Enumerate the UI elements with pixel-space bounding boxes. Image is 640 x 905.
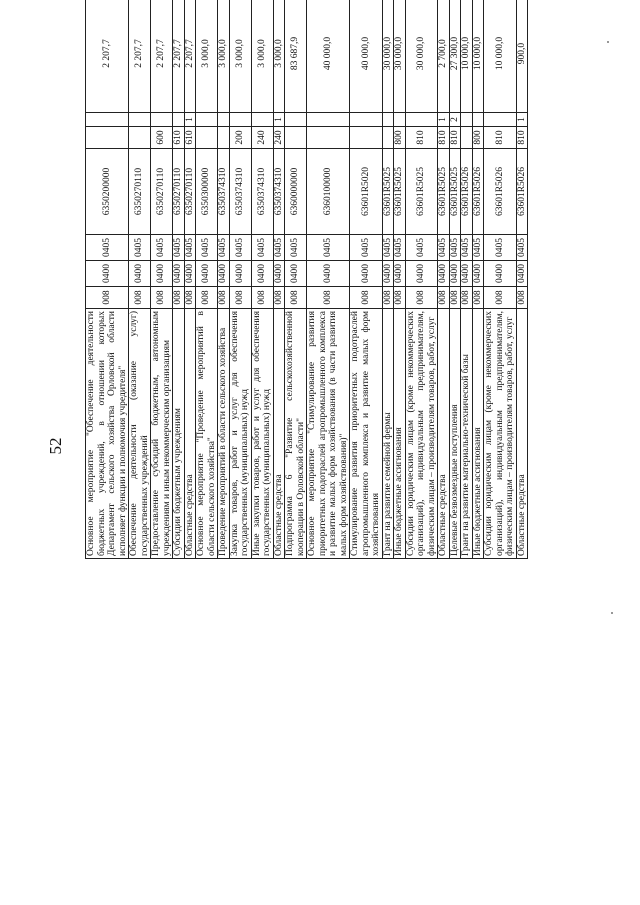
grbs-code-cell: 008 [394,287,406,309]
podrazdel-code-cell: 0405 [394,235,406,261]
target-article-cell: 6350270110 [184,149,196,235]
amount-plan-cell: 10 000,0 [484,0,517,113]
table-row [382,0,394,559]
expense-type-cell [307,127,350,149]
razdel-code-cell: 0400 [472,261,484,287]
funding-source-cell [350,113,383,127]
funding-source-cell: 2 [449,113,461,127]
table-row [484,0,517,559]
expense-type-cell [350,127,383,149]
grbs-code-cell: 008 [382,287,394,309]
razdel-code-cell: 0400 [285,261,307,287]
target-article-cell: 63601R5025 [438,149,450,235]
target-article-cell: 6360000000 [285,149,307,235]
table-row [218,0,230,559]
target-article-cell: 6350200000 [86,149,129,235]
funding-source-cell [196,113,218,127]
razdel-code-cell: 0400 [229,261,251,287]
target-article-cell: 63601R5026 [461,149,473,235]
razdel-code-cell: 0400 [251,261,273,287]
budget-table-rotated [85,0,577,559]
table-row [129,0,151,559]
target-article-cell: 63601R5020 [350,149,383,235]
grbs-code-cell: 008 [285,287,307,309]
funding-source-cell [173,113,185,127]
expense-type-cell: 800 [394,127,406,149]
funding-source-cell [382,113,394,127]
expense-type-cell: 810 [449,127,461,149]
grbs-code-cell: 008 [173,287,185,309]
row-name-cell: Предоставление субсидий бюджетным, автономным учреждениям и иным некоммерческим организациям [151,309,173,559]
grbs-code-cell: 008 [86,287,129,309]
funding-source-cell [307,113,350,127]
razdel-code-cell: 0400 [196,261,218,287]
amount-plan-cell: 3 000,0 [196,0,218,113]
expense-type-cell: 800 [472,127,484,149]
row-name-cell: Закупка товаров, работ и услуг для обеспечения государственных (муниципальных) нужд [229,309,251,559]
budget-table-region [85,36,577,859]
amount-plan-cell: 10 000,0 [472,0,484,113]
row-name-cell: Иные бюджетные ассигнования [472,309,484,559]
razdel-code-cell: 0400 [438,261,450,287]
podrazdel-code-cell: 0405 [173,235,185,261]
expense-type-cell: 810 [516,127,528,149]
table-row [251,0,273,559]
amount-plan-cell: 2 207,7 [151,0,173,113]
razdel-code-cell: 0400 [151,261,173,287]
funding-source-cell [484,113,517,127]
expense-type-cell: 240 [251,127,273,149]
row-name-cell: Областные средства [184,309,196,559]
amount-plan-cell: 40 000,0 [307,0,350,113]
table-row [350,0,383,559]
target-article-cell: 6350374310 [218,149,230,235]
amount-plan-cell: 30 000,0 [405,0,438,113]
row-name-cell: Областные средства [273,309,285,559]
amount-plan-cell: 10 000,0 [461,0,473,113]
expense-type-cell [285,127,307,149]
funding-source-cell [151,113,173,127]
target-article-cell: 63601R5025 [449,149,461,235]
target-article-cell: 63601R5026 [516,149,528,235]
podrazdel-code-cell: 0405 [196,235,218,261]
podrazdel-code-cell: 0405 [229,235,251,261]
expense-type-cell: 610 [184,127,196,149]
grbs-code-cell: 008 [151,287,173,309]
budget-table [85,0,528,559]
podrazdel-code-cell: 0405 [405,235,438,261]
amount-plan-cell: 2 207,7 [86,0,129,113]
grbs-code-cell: 008 [405,287,438,309]
target-article-cell: 63601R5025 [394,149,406,235]
grbs-code-cell: 008 [184,287,196,309]
row-name-cell: Областные средства [516,309,528,559]
amount-plan-cell: 30 000,0 [382,0,394,113]
grbs-code-cell: 008 [484,287,517,309]
amount-plan-cell: 2 207,7 [184,0,196,113]
podrazdel-code-cell: 0405 [350,235,383,261]
table-row [86,0,129,559]
funding-source-cell [405,113,438,127]
amount-plan-cell: 2 207,7 [129,0,151,113]
target-article-cell: 63601R5026 [484,149,517,235]
target-article-cell: 6350374310 [273,149,285,235]
amount-plan-cell: 3 000,0 [229,0,251,113]
razdel-code-cell: 0400 [516,261,528,287]
table-row [173,0,185,559]
table-row [285,0,307,559]
table-row [405,0,438,559]
razdel-code-cell: 0400 [307,261,350,287]
expense-type-cell: 240 [273,127,285,149]
grbs-code-cell: 008 [438,287,450,309]
grbs-code-cell: 008 [472,287,484,309]
razdel-code-cell: 0400 [449,261,461,287]
grbs-code-cell: 008 [196,287,218,309]
podrazdel-code-cell: 0405 [516,235,528,261]
razdel-code-cell: 0400 [173,261,185,287]
razdel-code-cell: 0400 [86,261,129,287]
expense-type-cell [86,127,129,149]
expense-type-cell: 600 [151,127,173,149]
expense-type-cell [196,127,218,149]
funding-source-cell: 1 [438,113,450,127]
row-name-cell: Основное мероприятие "Обеспечение деятельности бюджетных учреждений, в отношении которых Департамент сельского хозяйства Орловской области исполняет функции и полномочия учредителя" [86,309,129,559]
podrazdel-code-cell: 0405 [449,235,461,261]
row-name-cell: Проведение мероприятий в области сельского хозяйства [218,309,230,559]
amount-plan-cell: 2 700,0 [438,0,450,113]
target-article-cell: 6350374310 [229,149,251,235]
grbs-code-cell: 008 [251,287,273,309]
row-name-cell: Стимулирование развития приоритетных подотраслей агропромышленного комплекса и развитие малых форм хозяйствования [350,309,383,559]
target-article-cell: 63601R5026 [472,149,484,235]
table-row [196,0,218,559]
podrazdel-code-cell: 0405 [285,235,307,261]
target-article-cell: 63601R5025 [382,149,394,235]
amount-plan-cell: 27 300,0 [449,0,461,113]
funding-source-cell [285,113,307,127]
funding-source-cell: 1 [184,113,196,127]
table-row [449,0,461,559]
target-article-cell: 6350270110 [173,149,185,235]
funding-source-cell [472,113,484,127]
funding-source-cell: 1 [516,113,528,127]
podrazdel-code-cell: 0405 [151,235,173,261]
razdel-code-cell: 0400 [382,261,394,287]
razdel-code-cell: 0400 [394,261,406,287]
target-article-cell: 6350300000 [196,149,218,235]
grbs-code-cell: 008 [229,287,251,309]
podrazdel-code-cell: 0405 [307,235,350,261]
target-article-cell: 6350374310 [251,149,273,235]
grbs-code-cell: 008 [350,287,383,309]
amount-plan-cell: 40 000,0 [350,0,383,113]
podrazdel-code-cell: 0405 [218,235,230,261]
razdel-code-cell: 0400 [350,261,383,287]
podrazdel-code-cell: 0405 [86,235,129,261]
funding-source-cell [129,113,151,127]
row-name-cell: Иные бюджетные ассигнования [394,309,406,559]
row-name-cell: Областные средства [438,309,450,559]
page-number: 52 [46,437,65,455]
row-name-cell: Грант на развитие материально-технической базы [461,309,473,559]
funding-source-cell [86,113,129,127]
podrazdel-code-cell: 0405 [472,235,484,261]
amount-plan-cell: 83 687,9 [285,0,307,113]
razdel-code-cell: 0400 [218,261,230,287]
table-row [307,0,350,559]
row-name-cell: Субсидии юридическим лицам (кроме некоммерческих организаций), индивидуальным предпринимателям, физическим лицам – производителям товаров, работ, услуг [405,309,438,559]
table-row [461,0,473,559]
amount-plan-cell: 3 000,0 [273,0,285,113]
scan-speck [607,41,609,43]
row-name-cell: Основное мероприятие "Стимулирование развития приоритетных подотраслей агропромышленного комплекса и развитие малых форм хозяйствования (в части развития малых форм хозяйствования)" [307,309,350,559]
target-article-cell: 63601R5025 [405,149,438,235]
grbs-code-cell: 008 [461,287,473,309]
podrazdel-code-cell: 0405 [129,235,151,261]
scan-speck [611,612,613,614]
funding-source-cell [461,113,473,127]
amount-plan-cell: 3 000,0 [218,0,230,113]
grbs-code-cell: 008 [218,287,230,309]
amount-plan-cell: 30 000,0 [394,0,406,113]
table-row [151,0,173,559]
funding-source-cell [251,113,273,127]
funding-source-cell: 1 [273,113,285,127]
grbs-code-cell: 008 [449,287,461,309]
razdel-code-cell: 0400 [129,261,151,287]
funding-source-cell [394,113,406,127]
row-name-cell: Целевые безвозмездные поступления [449,309,461,559]
table-row [273,0,285,559]
row-name-cell: Субсидии бюджетным учреждениям [173,309,185,559]
row-name-cell: Иные закупки товаров, работ и услуг для обеспечения государственных (муниципальных) нужд [251,309,273,559]
amount-plan-cell: 900,0 [516,0,528,113]
grbs-code-cell: 008 [129,287,151,309]
razdel-code-cell: 0400 [405,261,438,287]
grbs-code-cell: 008 [273,287,285,309]
podrazdel-code-cell: 0405 [438,235,450,261]
podrazdel-code-cell: 0405 [484,235,517,261]
expense-type-cell [218,127,230,149]
expense-type-cell [461,127,473,149]
table-body [86,0,528,559]
table-row [472,0,484,559]
row-name-cell: Подпрограмма 6 "Развитие сельскохозяйственной кооперации в Орловской области" [285,309,307,559]
podrazdel-code-cell: 0405 [251,235,273,261]
expense-type-cell [129,127,151,149]
amount-plan-cell: 2 207,7 [173,0,185,113]
grbs-code-cell: 008 [516,287,528,309]
target-article-cell: 6350270110 [129,149,151,235]
table-row [229,0,251,559]
table-row [438,0,450,559]
row-name-cell: Субсидии юридическим лицам (кроме некоммерческих организаций), индивидуальным предпринимателям, физическим лицам – производителям товаров, работ, услуг [484,309,517,559]
podrazdel-code-cell: 0405 [184,235,196,261]
grbs-code-cell: 008 [307,287,350,309]
expense-type-cell: 200 [229,127,251,149]
table-row [516,0,528,559]
razdel-code-cell: 0400 [484,261,517,287]
podrazdel-code-cell: 0405 [461,235,473,261]
row-name-cell: Обеспечение деятельности (оказание услуг) государственных учреждений [129,309,151,559]
razdel-code-cell: 0400 [184,261,196,287]
row-name-cell: Основное мероприятие "Проведение мероприятий в области сельского хозяйства" [196,309,218,559]
funding-source-cell [229,113,251,127]
expense-type-cell [382,127,394,149]
target-article-cell: 6350270110 [151,149,173,235]
table-row [394,0,406,559]
row-name-cell: Грант на развитие семейной фермы [382,309,394,559]
razdel-code-cell: 0400 [273,261,285,287]
expense-type-cell: 810 [484,127,517,149]
funding-source-cell [218,113,230,127]
target-article-cell: 6360100000 [307,149,350,235]
expense-type-cell: 810 [438,127,450,149]
table-row [184,0,196,559]
podrazdel-code-cell: 0405 [273,235,285,261]
podrazdel-code-cell: 0405 [382,235,394,261]
expense-type-cell: 810 [405,127,438,149]
amount-plan-cell: 3 000,0 [251,0,273,113]
razdel-code-cell: 0400 [461,261,473,287]
expense-type-cell: 610 [173,127,185,149]
